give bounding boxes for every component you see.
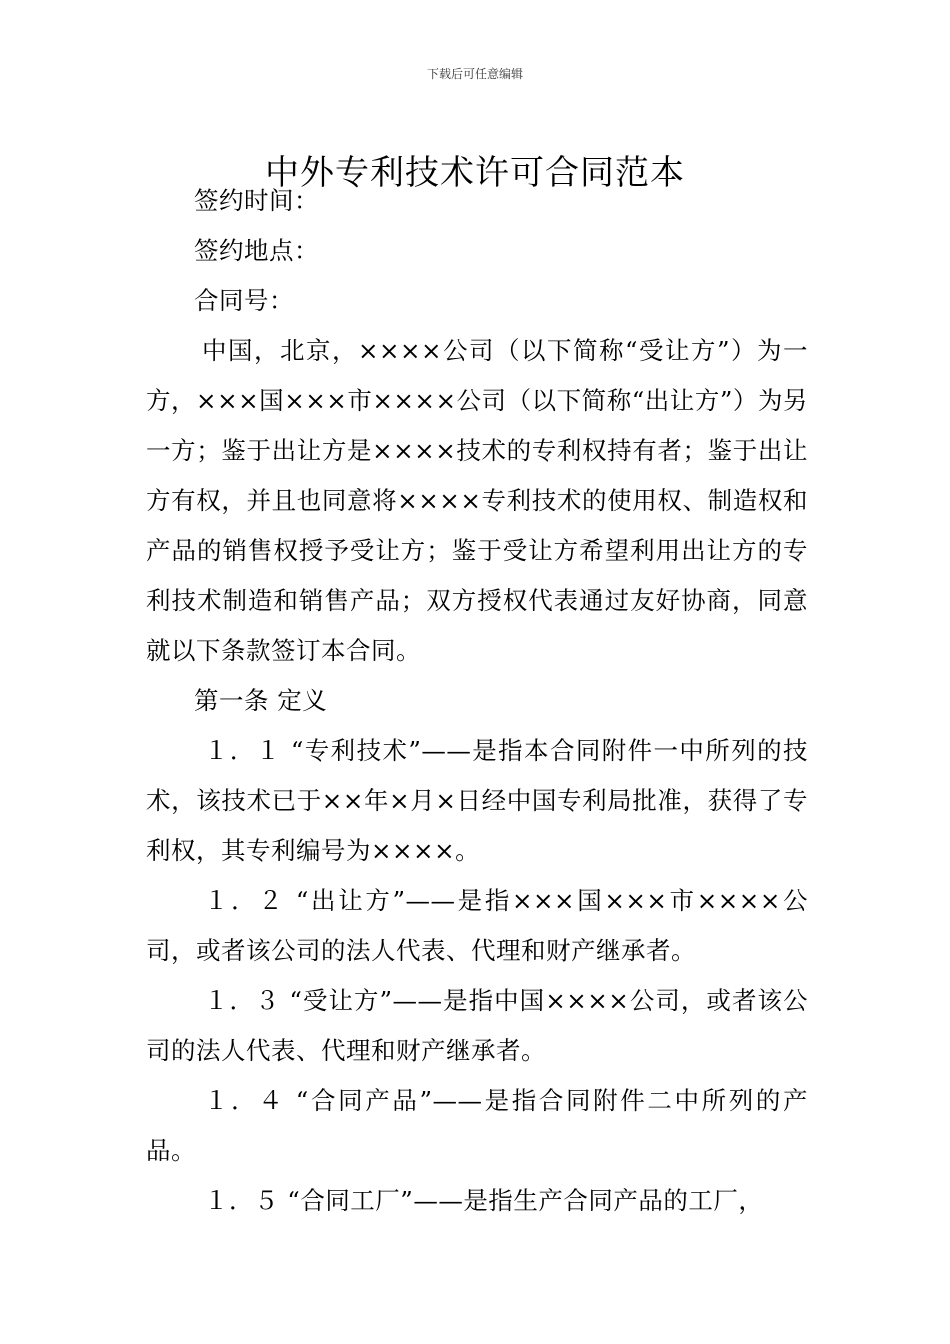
clause-paragraph: １．５ “合同工厂”——是指生产合同产品的工厂， xyxy=(204,1186,764,1215)
document-title: 中外专利技术许可合同范本 xyxy=(265,152,685,193)
clause-paragraph: １．４ “合同产品”——是指合同附件二中所列的产品。 xyxy=(146,1086,808,1165)
clause-paragraph: １．３ “受让方”——是指中国××××公司，或者该公司的法人代表、代理和财产继承者。 xyxy=(146,986,808,1065)
header-note: 下载后可任意编辑 xyxy=(426,67,523,81)
article-heading: 第一条 定义 xyxy=(194,686,328,715)
document-body xyxy=(146,176,808,1226)
signing-place-field: 签约地点： xyxy=(194,236,319,265)
clause-paragraph: １．１ “专利技术”——是指本合同附件一中所列的技术，该技术已于××年×月×日经中国专利局批准，获得了专利权，其专利编号为××××。 xyxy=(146,736,808,865)
preamble-paragraph: 中国，北京，××××公司（以下简称“受让方”）为一方，×××国×××市××××公司（以下简称“出让方”）为另一方；鉴于出让方是××××技术的专利权持有者；鉴于出让方有权，并且也同意将××××专利技术的使用权、制造权和产品的销售权授予受让方；鉴于受让方希望利用出让方的专利技术制造和销售产品；双方授权代表通过友好协商，同意就以下条款签订本合同。 xyxy=(146,336,808,665)
clause-paragraph: １．２ “出让方”——是指×××国×××市××××公司，或者该公司的法人代表、代理和财产继承者。 xyxy=(146,886,808,965)
signing-time-field: 签约时间： xyxy=(194,186,319,215)
contract-number-field: 合同号： xyxy=(194,286,294,315)
